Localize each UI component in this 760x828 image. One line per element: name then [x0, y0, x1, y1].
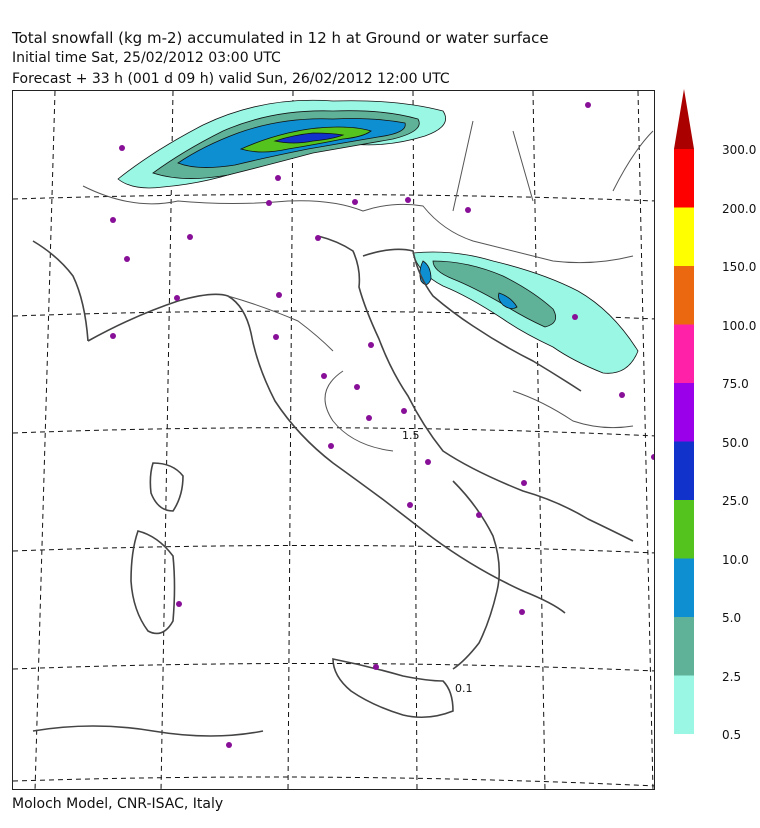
legend-swatch-0.5: [674, 676, 694, 735]
legend-swatch-10.0: [674, 500, 694, 559]
legend-label-10.0: 10.0: [722, 552, 749, 567]
snow-field-alps: [118, 100, 446, 188]
station-markers: [110, 102, 655, 748]
legend-swatch-25.0: [674, 442, 694, 501]
forecast-validity: Forecast + 33 h (001 d 09 h) valid Sun, 26/02/2012 12:00 UTC: [12, 71, 450, 87]
model-credit: Moloch Model, CNR-ISAC, Italy: [12, 796, 224, 812]
legend-label-50.0: 50.0: [722, 435, 749, 450]
legend-swatch-2.5: [674, 617, 694, 676]
map-title: Total snowfall (kg m-2) accumulated in 12 h at Ground or water surface: [12, 29, 549, 47]
legend-label-75.0: 75.0: [722, 377, 749, 391]
legend-swatch-50.0: [674, 383, 694, 442]
legend-label-0.5: 0.5: [722, 728, 742, 742]
legend-swatch-300.0: [674, 89, 694, 149]
initial-time: Initial time Sat, 25/02/2012 03:00 UTC: [12, 50, 281, 66]
graticule: [13, 91, 655, 790]
legend-label-150.0: 150.0: [722, 260, 757, 274]
legend-swatch-75.0: [674, 325, 694, 384]
legend-swatch-150.0: [674, 208, 694, 267]
map-canvas: [13, 91, 655, 790]
color-legend: [674, 88, 757, 748]
contour-label-b: 0.1: [455, 682, 473, 695]
legend-label-5.0: 5.0: [722, 611, 742, 625]
legend-label-2.5: 2.5: [722, 669, 742, 684]
legend-swatch-100.0: [674, 266, 694, 325]
map-panel[interactable]: [12, 90, 655, 790]
legend-swatch-200.0: [674, 149, 694, 208]
legend-label-300.0: 300.0: [722, 143, 757, 157]
contour-label-a: 1.5: [402, 429, 420, 442]
legend-swatch-5.0: [674, 559, 694, 618]
legend-label-25.0: 25.0: [722, 494, 749, 508]
legend-scale: [674, 88, 757, 748]
legend-label-200.0: 200.0: [722, 201, 757, 216]
legend-label-100.0: 100.0: [722, 318, 757, 333]
